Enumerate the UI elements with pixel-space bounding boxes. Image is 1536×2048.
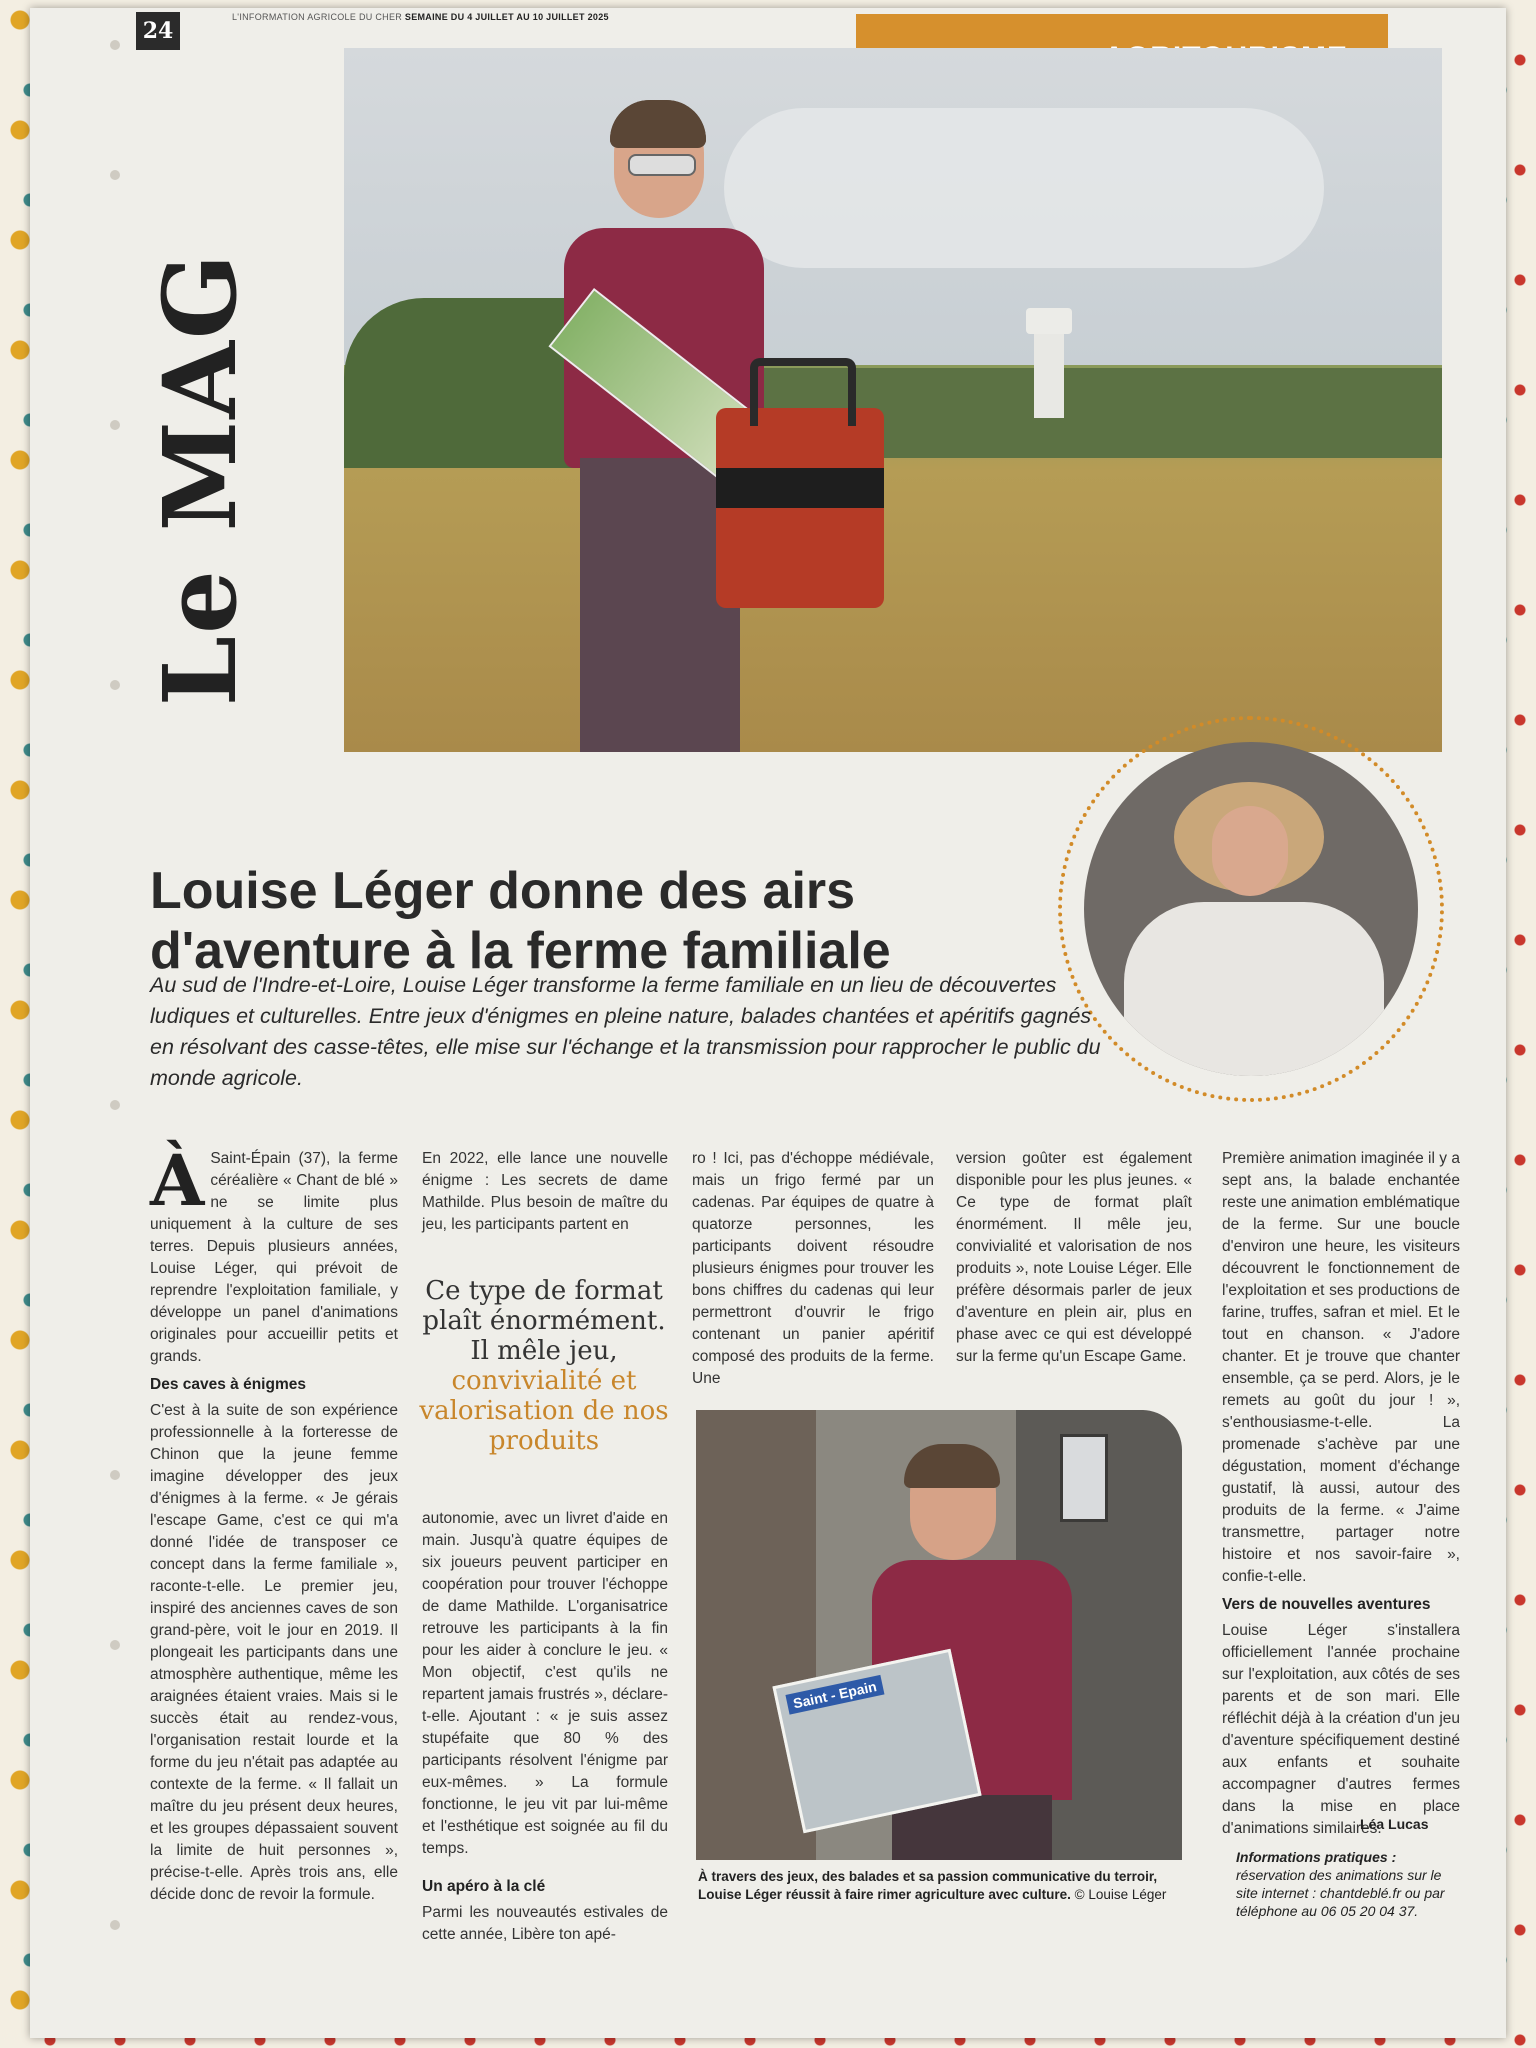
portrait-face [1212,806,1288,896]
caption-credit: © Louise Léger [1074,1887,1167,1902]
map-sign-label: Saint - Epain [785,1675,884,1715]
subhead-aventures: Vers de nouvelles aventures [1222,1596,1431,1613]
caption-text: À travers des jeux, des balades et sa passion communicative du terroir, Louise Léger réussit à faire rimer agriculture avec culture. [698,1869,1158,1902]
drop-cap: À [150,1139,205,1222]
photo-cloud [724,108,1324,268]
secondary-photo [696,1410,1182,1860]
subhead-caves: Des caves à énigmes [150,1376,306,1393]
article-title: Louise Léger donne des airs d'aventure à la ferme familiale [150,861,891,980]
column-5-paragraph-1: Première animation imaginée il y a sept ans, la balade enchantée reste une animation emblématique de la ferme. Sur une boucle d'environ une heure, les visiteurs découvrent le fonctionnement de l'exploitation et ses productions de farine, truffes, safran et miel. Et le tout en chanson. « J'adore chanter. Et je trouve que chanter ensemble, ça se perd. Alors, je le remets au goût du jour ! », s'enthousiasme-t-elle. La promenade s'achève par une dégustation, moment d'échange gustatif, là aussi, autour des produits de la ferme. « J'aime transmettre, partager notre histoire et nos savoir-faire », confie-t-elle. [1222,1150,1460,1585]
column-2-middle [422,1508,668,1860]
column-1 [150,1139,398,1906]
column-5-paragraph-2: Louise Léger s'installera officiellement l'année prochaine sur l'exploitation, aux côtés de ses parents et de son mari. Elle réfléchit déjà à la création d'un jeu d'aventure spécifiquement destiné aux enfants et souhaite accompagner d'autres fermes dans la mise en place d'animations similaires. [1222,1622,1460,1837]
pull-quote-part-2: convivialité et valorisation de nos produits [419,1366,669,1456]
subhead-apero: Un apéro à la clé [422,1878,546,1895]
column-1-paragraph-2: C'est à la suite de son expérience professionnelle à la forteresse de Chinon que la jeune femme imagine développer des jeux d'énigmes à la ferme. « Je gérais l'escape Game, c'est ce qui m'a donné l'idée de transposer ce concept dans la ferme familiale », raconte-t-elle. Le premier jeu, inspiré des anciennes caves de son grand-père, voit le jour en 2019. Il plongeait les participants dans une atmosphère authentique, même les araignées étaient vraies. Mais si le succès était au rendez-vous, l'organisation restait lourde et la forme du jeu n'était pas adaptée au contexte de la ferme. « Il fallait un maître du jeu présent deux heures, et les groupes dépassaient souvent la limite de huit personnes », précise-t-elle. Après trois ans, elle décide donc de revoir la formule. [150,1402,398,1903]
portrait-circle-photo [1058,716,1444,1102]
article-lead: Au sud de l'Indre-et-Loire, Louise Léger transforme la ferme familiale en un lieu de découvertes ludiques et culturelles. Entre jeux d'énigmes en pleine nature, balades chantées et apéritifs gagnés en résolvant des casse-têtes, elle mise sur l'échange et la transmission pour rapprocher le public du monde agricole. [150,973,1101,1090]
column-5 [1222,1148,1460,1840]
portrait-inner [1084,742,1418,1076]
running-head-title: L'INFORMATION AGRICOLE DU CHER [232,12,403,22]
column-4-paragraph: version goûter est également disponible pour les plus jeunes. « Ce type de format plaît énormément. Il mêle jeu, convivialité et valorisation de nos produits », note Louise Léger. Elle préfère désormais parler de jeux d'aventure en plein air, plus en phase avec ce qui est développé sur la ferme qu'un Escape Game. [956,1150,1192,1365]
section-logo-text: Le MAG [141,251,259,707]
column-2-paragraph-2: autonomie, avec un livret d'aide en main. Jusqu'à quatre équipes de six joueurs peuvent participer en coopération pour trouver l'échoppe de dame Mathilde. L'organisatrice retrouve les participants à la fin pour les aider à conclure le jeu. « Mon objectif, c'est qu'ils ne repartent jamais frustrés », déclare-t-elle. Ajoutant : « je suis assez stupéfaite que 80 % des participants résolvent l'énigme par eux-mêmes. » La formule fonctionne, le jeu vit par lui-même et l'esthétique est soignée au fil du temps. [422,1510,668,1857]
photo-caption [698,1868,1194,1904]
photo-woman-hair-top [610,100,706,148]
pull-quote-part-1: Ce type de format plaît énormément. Il mêle jeu, [422,1276,666,1366]
photo-shopping-trolley [716,408,884,608]
page-number: 24 [136,12,180,50]
column-2-bottom [422,1870,668,1946]
portrait-shirt [1124,902,1384,1076]
photo-water-tower [1034,328,1064,418]
photo-woman-sunglasses [628,154,696,176]
author-byline: Léa Lucas [1360,1816,1429,1832]
column-3 [692,1148,934,1390]
column-2-paragraph-1: En 2022, elle lance une nouvelle énigme : Les secrets de dame Mathilde. Plus besoin de maître du jeu, les participants partent en [422,1150,668,1233]
practical-info-label: Informations pratiques : [1236,1849,1397,1865]
practical-info-text: réservation des animations sur le site internet : chantdeblé.fr ou par téléphone au 06 05 20 04 37. [1236,1867,1445,1919]
running-head [232,12,609,22]
main-photo [344,48,1442,752]
column-2-top [422,1148,668,1236]
column-1-paragraph-1: Saint-Épain (37), la ferme céréalière « Chant de blé » ne se limite plus uniquement à la culture de ses terres. Depuis plusieurs années, Louise Léger, qui prévoit de reprendre l'exploitation familiale, y développe un panel d'animations originales pour accueillir petits et grands. [150,1150,398,1365]
pull-quote [416,1276,672,1456]
column-3-paragraph: ro ! Ici, pas d'échoppe médiévale, mais un frigo fermé par un cadenas. Par équipes de quatre à quatorze personnes, les participants doivent résoudre plusieurs énigmes pour trouver les bons chiffres du cadenas qui leur permettront d'ouvrir le frigo contenant un panier apéritif composé des produits de la ferme. Une [692,1150,934,1387]
column-2-paragraph-3: Parmi les nouveautés estivales de cette année, Libère ton apé- [422,1904,668,1943]
practical-info [1236,1848,1458,1920]
running-head-date: SEMAINE DU 4 JUILLET AU 10 JUILLET 2025 [404,12,609,22]
section-logo [100,180,300,760]
photo2-window [1060,1434,1108,1522]
column-4 [956,1148,1192,1368]
